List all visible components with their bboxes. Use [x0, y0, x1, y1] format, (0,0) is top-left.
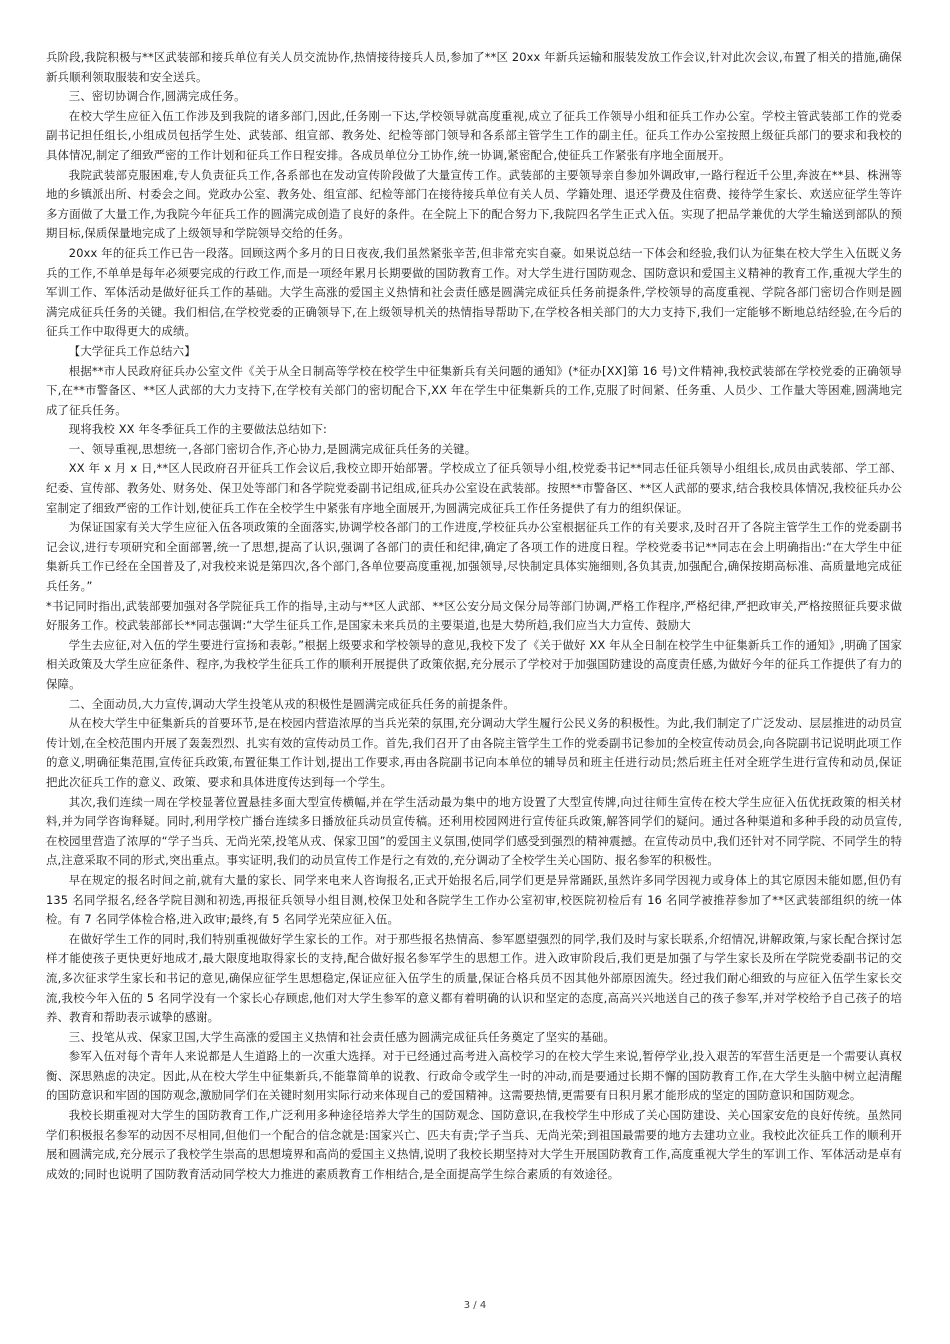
page-number: 3 / 4 [463, 1300, 487, 1311]
paragraph: 在做好学生工作的同时,我们特别重视做好学生家长的工作。对于那些报名热情高、参军愿望强烈的同学,我们及时与家长联系,介绍情况,讲解政策,与家长配合探讨怎样才能使孩子更快更好地成才,最大限度地取得家长的支持,配合做好报名参军学生的思想工作。进入政审阶段后,我们更是加强了与学生家长及所在学院党委副书记的交流,多次征求学生家长和书记的意见,确保应征学生思想稳定,保证应征入伍学生的质量,保证合格兵员不因其他外部原因流失。经过我们耐心细致的与应征入伍学生家长交流,我校今年入伍的 5 名同学没有一个家长心存顾虑,他们对大学生参军的意义都有着明确的认识和坚定的态度,高高兴兴地送自己的孩子参军,并对学校给予自己孩子的培养、教育和帮助表示诚挚的感谢。 [46, 931, 902, 1025]
paragraph: 兵阶段,我院积极与**区武装部和接兵单位有关人员交流协作,热情接待接兵人员,参加了**区 20xx 年新兵运输和服装发放工作会议,针对此次会议,布置了相关的措施,确保新兵顺利领取服装和安全送兵。 [46, 50, 902, 84]
paragraph: 早在规定的报名时间之前,就有大量的家长、同学来电来人咨询报名,正式开始报名后,同学们更是异常踊跃,虽然许多同学因视力或身体上的其它原因未能如愿,但仍有 135 名同学报名,经各学院目测和初选,再报征兵领导小组目测,校保卫处和各院学生工作办公室初审,校医院初检后有 16 名同学被推荐参加了**区武装部组织的统一体检。有 7 名同学体检合格,进入政审;最终,有 5 名同学光荣应征入伍。 [46, 872, 902, 927]
paragraph: 从在校大学生中征集新兵的首要环节,是在校园内营造浓厚的当兵光荣的氛围,充分调动大学生履行公民义务的积极性。为此,我们制定了广泛发动、层层推进的动员宣传计划,在全校范围内开展了轰轰烈烈、扎实有效的宣传动员工作。首先,我们召开了由各院主管学生工作的党委副书记参加的全校宣传动员会,向各院副书记说明此项工作的意义,明确征集范围,宣传征兵政策,布置征集工作计划,提出工作要求,再由各院副书记向本单位的辅导员和班主任进行动员;然后班主任对全班学生进行宣传和动员,保证把此次征兵工作的意义、政策、要求和具体进度传达到每一个学生。 [46, 716, 902, 789]
paragraph: XX 年 x 月 x 日,**区人民政府召开征兵工作会议后,我校立即开始部署。学校成立了征兵领导小组,校党委书记**同志任征兵领导小组组长,成员由武装部、学工部、纪委、宣传部、教务处、财务处、保卫处等部门和各学院党委副书记组成,征兵办公室设在武装部。按照**市警备区、**区人武部的要求,结合我校具体情况,我校征兵办公室制定了细致严密的工作计划,使征兵工作在全校学生中紧张有序地全面展开,为圆满完成征兵工作任务提供了有力的组织保证。 [46, 461, 902, 515]
paragraph: 【大学征兵工作总结六】 [68, 343, 196, 358]
paragraph: 我校长期重视对大学生的国防教育工作,广泛利用多种途径培养大学生的国防观念、国防意识,在我校学生中形成了关心国防建设、关心国家安危的良好传统。虽然同学们积极报名参军的动因不尽相同,但他们一个配合的信念就是:国家兴亡、匹夫有责;学子当兵、无尚光荣;到祖国最需要的地方去建功立业。我校此次征兵工作的顺利开展和圆满完成,充分展示了我校学生崇高的思想境界和高尚的爱国主义热情,说明了我校长期坚持对大学生开展国防教育工作,高度重视大学生的军训工作、军体活动是卓有成效的;同时也说明了国防教育活动同学校大力推进的素质教育工作相结合,是全面提高学生综合素质的有效途径。 [46, 1108, 902, 1181]
paragraph: 在校大学生应征入伍工作涉及到我院的诸多部门,因此,任务刚一下达,学校领导就高度重视,成立了征兵工作领导小组和征兵工作办公室。学校主管武装部工作的党委副书记担任组长,小组成员包括学生处、武装部、组宣部、教务处、纪检等部门领导和各系部主管学生工作的副主任。征兵工作办公室按照上级征兵部门的要求和我校的具体情况,制定了细致严密的工作计划和征兵工作日程安排。各成员单位分工协作,统一协调,紧密配合,使征兵工作紧张有序地全面展开。 [46, 108, 902, 162]
paragraph: 二、全面动员,大力宣传,调动大学生投笔从戎的积极性是圆满完成征兵任务的前提条件。 [68, 696, 515, 711]
paragraph: 学生去应征,对入伍的学生要进行宣扬和表彰。”根据上级要求和学校领导的意见,我校下发了《关于做好 XX 年从全日制在校学生中征集新兵工作的通知》,明确了国家相关政策及大学生应征条件、程序,为我校学生征兵工作的顺利开展提供了政策依据,充分展示了学校对于加强国防建设的高度责任感,为做好今年的征兵工作提供了有力的保障。 [46, 637, 902, 691]
paragraph: 20xx 年的征兵工作已告一段落。回顾这两个多月的日日夜夜,我们虽然紧张辛苦,但非常充实自豪。如果说总结一下体会和经验,我们认为征集在校大学生入伍既义务兵的工作,不单单是每年必须要完成的行政工作,而是一项经年累月长期要做的国防教育工作。对大学生进行国防观念、国防意识和爱国主义精神的教育工作,重视大学生的军训工作、军体活动是做好征兵工作的基础。大学生高涨的爱国主义热情和社会责任感是圆满完成征兵任务前提条件,学校领导的高度重视、学院各部门密切合作则是圆满完成征兵任务的关键。我们相信,在学校党委的正确领导下,在上级领导机关的热情指导帮助下,在学校各相关部门的大力支持下,我们一定能够不断地总结经验,在今后的征兵工作中取得更大的成绩。 [46, 245, 902, 339]
paragraph: 参军入伍对每个青年人来说都是人生道路上的一次重大选择。对于已经通过高考进入高校学习的在校大学生来说,暂停学业,投入艰苦的军营生活更是一个需要认真权衡、深思熟虑的决定。因此,从在校大学生中征集新兵,不能靠简单的说教、行政命令或学生一时的冲动,而是要通过长期不懈的国防教育工作,在大学生头脑中树立起清醒的国防意识和牢固的国防观念,激励同学们在关键时刻用实际行动来体现自己的爱国精神。这需要热情,更需要有日积月累才能形成的坚定的国防意识和国防观念。 [46, 1049, 902, 1103]
paragraph: 我院武装部克服困难,专人负责征兵工作,各系部也在发动宣传阶段做了大量宣传工作。武装部的主要领导亲自参加外调政审,一路行程近千公里,奔波在**县、株洲等地的乡镇派出所、村委会之间。党政办公室、教务处、组宣部、纪检等部门在接待接兵单位有关人员、学籍处理、退还学费及住宿费、接待学生家长、欢送应征学生等许多方面做了大量工作,为我院今年征兵工作的圆满完成创造了良好的条件。在全院上下的配合努力下,我院四名学生正式入伍。实现了把品学兼优的大学生输送到部队的预期目标,保质保量地完成了上级领导和学院领导交给的任务。 [46, 167, 902, 241]
paragraph: *书记同时指出,武装部要加强对各学院征兵工作的指导,主动与**区人武部、**区公安分局文保分局等部门协调,严格工作程序,严格纪律,严把政审关,严格按照征兵要求做好服务工作。校武装部部长**同志强调:“大学生征兵工作,是国家未来兵员的主要渠道,也是大势所趋,我们应当大力宣传、鼓励大 [46, 598, 902, 633]
document-body [46, 48, 902, 1278]
paragraph: 三、密切协调合作,圆满完成任务。 [68, 89, 246, 104]
paragraph: 其次,我们连续一周在学校显著位置悬挂多面大型宣传横幅,并在学生活动最为集中的地方设置了大型宣传牌,向过往师生宣传在校大学生应征入伍优抚政策的相关材料,并为同学咨询释疑。同时,利用学校广播台连续多日播放征兵动员宣传稿。还利用校园网进行宣传征兵政策,解答同学们的疑问。通过各种渠道和多种手段的动员宣传,在校园里营造了浓厚的“学子当兵、无尚光荣,投笔从戎、保家卫国”的爱国主义氛围,使同学们感受到强烈的精神震撼。在宣传动员中,我们还针对不同学院、不同学生的特点,注意采取不同的形式,突出重点。事实证明,我们的动员宣传工作是行之有效的,充分调动了全校学生关心国防、报名参军的积极性。 [46, 794, 902, 868]
paragraph: 一、领导重视,思想统一,各部门密切合作,齐心协力,是圆满完成征兵任务的关键。 [68, 441, 477, 456]
paragraph: 根据**市人民政府征兵办公室文件《关于从全日制高等学校在校学生中征集新兵有关问题的通知》(*征办[XX]第 16 号)文件精神,我校武装部在学校党委的正确领导下,在**市警备区、**区人武部的大力支持下,在学校有关部门的密切配合下,XX 年在学生中征集新兵的工作,克服了时间紧、任务重、人员少、工作量大等困难,圆满地完成了征兵任务。 [46, 363, 902, 417]
paragraph: 现将我校 XX 年冬季征兵工作的主要做法总结如下: [68, 422, 328, 437]
paragraph: 为保证国家有关大学生应征入伍各项政策的全面落实,协调学校各部门的工作进度,学校征兵办公室根据征兵工作的有关要求,及时召开了各院主管学生工作的党委副书记会议,进行专项研究和全面部署,统一了思想,提高了认识,强调了各部门的责任和纪律,确定了各项工作的进度日程。学校党委书记**同志在会上明确指出:“在大学生中征集新兵工作已经在全国普及了,对我校来说是第四次,各个部门,各单位要高度重视,加强领导,尽快制定具体实施细则,各负其责,加强配合,确保按期高标准、高质量地完成征兵任务。” [46, 520, 902, 594]
paragraph: 三、投笔从戎、保家卫国,大学生高涨的爱国主义热情和社会责任感为圆满完成征兵任务奠定了坚实的基础。 [68, 1029, 615, 1044]
